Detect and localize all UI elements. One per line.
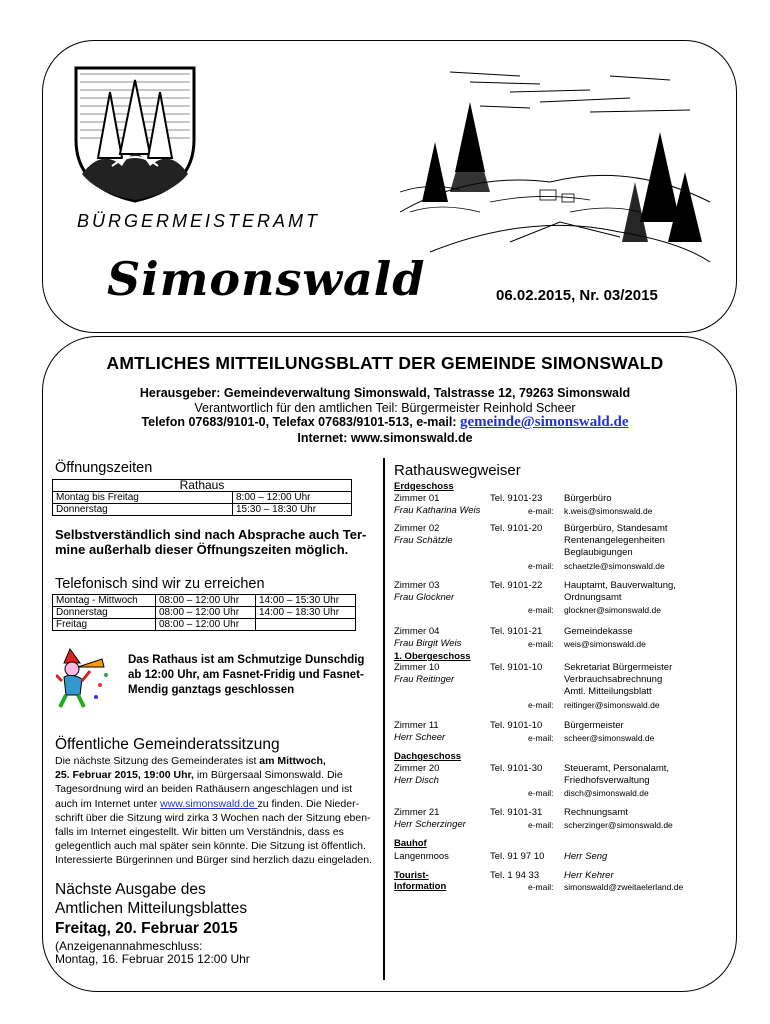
room-label: Zimmer 20 bbox=[394, 763, 440, 774]
text-span: im Bürgersaal Simonswald. Die bbox=[193, 769, 343, 782]
email-address[interactable]: disch@simonswald.de bbox=[564, 788, 649, 798]
heading-line: Amtlichen Mitteilungsblattes bbox=[55, 900, 248, 917]
notice-line: ab 12:00 Uhr, am Fasnet-Fridig und Fasnet- bbox=[128, 669, 364, 681]
responsibility-line: Ordnungsamt bbox=[564, 592, 622, 603]
phone-extension: Tel. 9101-20 bbox=[490, 523, 543, 534]
directory-entry-room bbox=[394, 720, 445, 744]
email-link[interactable]: gemeinde@simonswald.de bbox=[459, 414, 629, 430]
email-label: e-mail: bbox=[528, 788, 554, 798]
floor-ground: Erdgeschoss bbox=[394, 481, 454, 492]
email-label: e-mail: bbox=[528, 820, 554, 830]
email-label: e-mail: bbox=[528, 561, 554, 571]
table-row bbox=[53, 607, 356, 619]
responsibility bbox=[564, 763, 669, 787]
table-cell: Donnerstag bbox=[53, 607, 156, 619]
floor-first: 1. Obergeschoss bbox=[394, 651, 471, 662]
phone-extension: Tel. 9101-30 bbox=[490, 763, 543, 774]
table-title: Rathaus bbox=[53, 480, 352, 492]
room-label: Zimmer 02 bbox=[394, 523, 440, 534]
text-span: 25. Februar 2015, 19:00 Uhr, bbox=[55, 769, 194, 782]
notice-line: Mendig ganztags geschlossen bbox=[128, 684, 295, 696]
email-label: e-mail: bbox=[528, 700, 554, 710]
directory-entry-room: Langenmoos bbox=[394, 851, 449, 862]
phone-extension: Tel. 9101-22 bbox=[490, 580, 543, 591]
directory-entry-room bbox=[394, 662, 454, 686]
person-name: Frau Katharina Weis bbox=[394, 505, 481, 516]
email-label: e-mail: bbox=[528, 882, 554, 892]
text-line: falls im Internet eingestellt. Wir bitten um Verständnis, dass es bbox=[55, 826, 344, 839]
phone-extension: Tel. 9101-10 bbox=[490, 720, 543, 731]
next-issue-date: Freitag, 20. Februar 2015 bbox=[55, 920, 238, 937]
person-name: Herr Scheer bbox=[394, 732, 446, 743]
town-name: Simonswald bbox=[107, 252, 426, 306]
person-name: Frau Schätzle bbox=[394, 535, 453, 546]
deadline-line: (Anzeigenannahmeschluss: bbox=[55, 939, 203, 953]
room-label: Zimmer 11 bbox=[394, 720, 439, 731]
note-line: Selbstverständlich sind nach Absprache auch Ter- bbox=[55, 527, 367, 542]
column-divider bbox=[383, 458, 385, 980]
table-cell: Donnerstag bbox=[53, 504, 233, 516]
table-cell: 08:00 – 12:00 Uhr bbox=[156, 595, 256, 607]
directory-entry-room bbox=[394, 580, 454, 604]
email-address[interactable]: glockner@simonswald.de bbox=[564, 605, 661, 615]
publisher-line: Herausgeber: Gemeindeverwaltung Simonswald, Talstrasse 12, 79263 Simonswald bbox=[139, 386, 631, 400]
next-issue-heading bbox=[55, 880, 247, 918]
phone-extension: Tel. 9101-31 bbox=[490, 807, 543, 818]
directory-entry-room bbox=[394, 493, 480, 517]
email-address[interactable]: scherzinger@simonswald.de bbox=[564, 820, 673, 830]
person-name: Frau Reitinger bbox=[394, 674, 455, 685]
table-cell: Montag - Mittwoch bbox=[53, 595, 156, 607]
responsibility: Bürgerbüro bbox=[564, 493, 612, 504]
coat-of-arms-icon bbox=[72, 62, 198, 204]
text-line: gelegentlich auch mal später sein könnte. Die Sitzung ist öffentlich. bbox=[55, 840, 366, 853]
person-name: Herr Scherzinger bbox=[394, 819, 466, 830]
person-name: Frau Birgit Weis bbox=[394, 638, 462, 649]
heading-line: Nächste Ausgabe des bbox=[55, 881, 206, 898]
room-label: Zimmer 01 bbox=[394, 493, 440, 504]
deadline-line: Montag, 16. Februar 2015 12:00 Uhr bbox=[55, 952, 250, 966]
carnival-closure-notice bbox=[128, 653, 368, 698]
responsibility-line: Rentenangelegenheiten bbox=[564, 535, 665, 546]
room-label: Zimmer 21 bbox=[394, 807, 440, 818]
directory-entry-room bbox=[394, 807, 466, 831]
landscape-illustration-icon bbox=[390, 62, 720, 272]
section-line: Tourist- bbox=[394, 870, 429, 881]
council-text bbox=[55, 754, 375, 868]
text-span: Die nächste Sitzung des Gemeinderates ist bbox=[55, 755, 260, 767]
person-name: Frau Glockner bbox=[394, 592, 455, 603]
notice-line: Das Rathaus ist am Schmutzige Dunschdig bbox=[128, 654, 365, 666]
table-cell: 8:00 – 12:00 Uhr bbox=[233, 492, 352, 504]
directory-entry-room bbox=[394, 523, 453, 547]
responsibility: Bürgermeister bbox=[564, 720, 624, 731]
contact-line bbox=[0, 415, 770, 430]
responsibility bbox=[564, 523, 668, 559]
email-address[interactable]: k.weis@simonswald.de bbox=[564, 506, 653, 516]
table-cell: 14:00 – 15:30 Uhr bbox=[256, 595, 356, 607]
responsibility-line: Sekretariat Bürgermeister bbox=[564, 662, 673, 673]
ad-deadline bbox=[55, 940, 250, 966]
directory-heading: Rathauswegweiser bbox=[394, 462, 521, 479]
text-span: auch im Internet unter bbox=[55, 797, 161, 810]
opening-hours-heading: Öffnungszeiten bbox=[55, 460, 153, 476]
text-span: zu finden. Die Nieder- bbox=[257, 797, 360, 810]
phone-hours-heading: Telefonisch sind wir zu erreichen bbox=[55, 576, 265, 592]
opening-hours-table bbox=[52, 479, 352, 516]
email-label: e-mail: bbox=[528, 733, 554, 743]
table-cell: 08:00 – 12:00 Uhr bbox=[156, 619, 256, 631]
office-name: BÜRGERMEISTERAMT bbox=[77, 211, 321, 231]
text-line: Tagesordnung wird an beiden Rathäusern angeschlagen und ist bbox=[55, 783, 353, 796]
email-address[interactable]: scheer@simonswald.de bbox=[564, 733, 655, 743]
phone-extension: Tel. 9101-10 bbox=[490, 662, 543, 673]
responsibility-line: Friedhofsverwaltung bbox=[564, 775, 650, 786]
email-address[interactable]: weis@simonswald.de bbox=[564, 639, 646, 649]
responsibility-line: Verbrauchsabrechnung bbox=[564, 674, 663, 685]
floor-attic: Dachgeschoss bbox=[394, 751, 462, 762]
text-line: schrift über die Sitzung wird zirka 3 Wochen nach der Sitzung eben- bbox=[55, 811, 371, 824]
internet-line: Internet: www.simonswald.de bbox=[297, 431, 473, 445]
room-label: Zimmer 04 bbox=[394, 626, 440, 637]
table-cell: 08:00 – 12:00 Uhr bbox=[156, 607, 256, 619]
issue-date-number: 06.02.2015, Nr. 03/2015 bbox=[496, 287, 658, 304]
note-line: mine außerhalb dieser Öffnungszeiten möglich. bbox=[55, 542, 349, 557]
section-tourist-info bbox=[394, 870, 446, 892]
table-row bbox=[53, 504, 352, 516]
table-cell: 15:30 – 18:30 Uhr bbox=[233, 504, 352, 516]
table-cell: Montag bis Freitag bbox=[53, 492, 233, 504]
responsibility-line: Steueramt, Personalamt, bbox=[564, 763, 670, 774]
email-label: e-mail: bbox=[528, 639, 554, 649]
appointment-note bbox=[55, 527, 366, 557]
directory-entry-room bbox=[394, 763, 439, 787]
website-link[interactable]: www.simonswald.de bbox=[160, 797, 258, 810]
phone-extension: Tel. 1 94 33 bbox=[490, 870, 540, 881]
council-heading: Öffentliche Gemeinderatssitzung bbox=[55, 736, 280, 753]
table-cell bbox=[256, 619, 356, 631]
table-row bbox=[53, 595, 356, 607]
responsibility bbox=[564, 580, 676, 604]
email-label: e-mail: bbox=[528, 605, 554, 615]
room-label: Zimmer 10 bbox=[394, 662, 440, 673]
responsibility: Rechnungsamt bbox=[564, 807, 628, 818]
text-span: am Mittwoch, bbox=[259, 755, 326, 767]
responsibility bbox=[564, 662, 672, 698]
table-cell: Freitag bbox=[53, 619, 156, 631]
responsibility-line: Beglaubigungen bbox=[564, 547, 633, 558]
responsibility-line: Hauptamt, Bauverwaltung, bbox=[564, 580, 676, 591]
phone-extension: Tel. 9101-21 bbox=[490, 626, 543, 637]
responsibility: Herr Kehrer bbox=[564, 870, 614, 881]
section-line: Information bbox=[394, 881, 447, 892]
section-bauhof: Bauhof bbox=[394, 838, 427, 849]
responsibility-line: Amtl. Mitteilungsblatt bbox=[564, 686, 652, 697]
phone-extension: Tel. 91 97 10 bbox=[490, 851, 545, 862]
table-cell: 14:00 – 18:30 Uhr bbox=[256, 607, 356, 619]
responsible-line: Verantwortlich für den amtlichen Teil: Bürgermeister Reinhold Scheer bbox=[194, 401, 576, 415]
responsibility: Herr Seng bbox=[564, 851, 608, 862]
carnival-clown-icon bbox=[56, 645, 114, 711]
table-row bbox=[53, 492, 352, 504]
responsibility-line: Bürgerbüro, Standesamt bbox=[564, 523, 668, 534]
table-row bbox=[53, 619, 356, 631]
email-address[interactable]: reitinger@simonswald.de bbox=[564, 700, 660, 710]
phone-fax-text: Telefon 07683/9101-0, Telefax 07683/9101-513, e-mail: bbox=[141, 415, 457, 429]
masthead-title: AMTLICHES MITTEILUNGSBLATT DER GEMEINDE SIMONSWALD bbox=[106, 353, 664, 373]
directory-entry-room bbox=[394, 626, 461, 650]
person-name: Herr Disch bbox=[394, 775, 439, 786]
phone-hours-table bbox=[52, 594, 356, 631]
responsibility: Gemeindekasse bbox=[564, 626, 633, 637]
email-address[interactable]: simonswald@zweitaelerland.de bbox=[564, 882, 684, 892]
email-address[interactable]: schaetzle@simonswald.de bbox=[564, 561, 665, 571]
room-label: Zimmer 03 bbox=[394, 580, 440, 591]
email-label: e-mail: bbox=[528, 506, 554, 516]
text-line: Interessierte Bürgerinnen und Bürger sind herzlich dazu eingeladen. bbox=[55, 854, 372, 867]
phone-extension: Tel. 9101-23 bbox=[490, 493, 543, 504]
